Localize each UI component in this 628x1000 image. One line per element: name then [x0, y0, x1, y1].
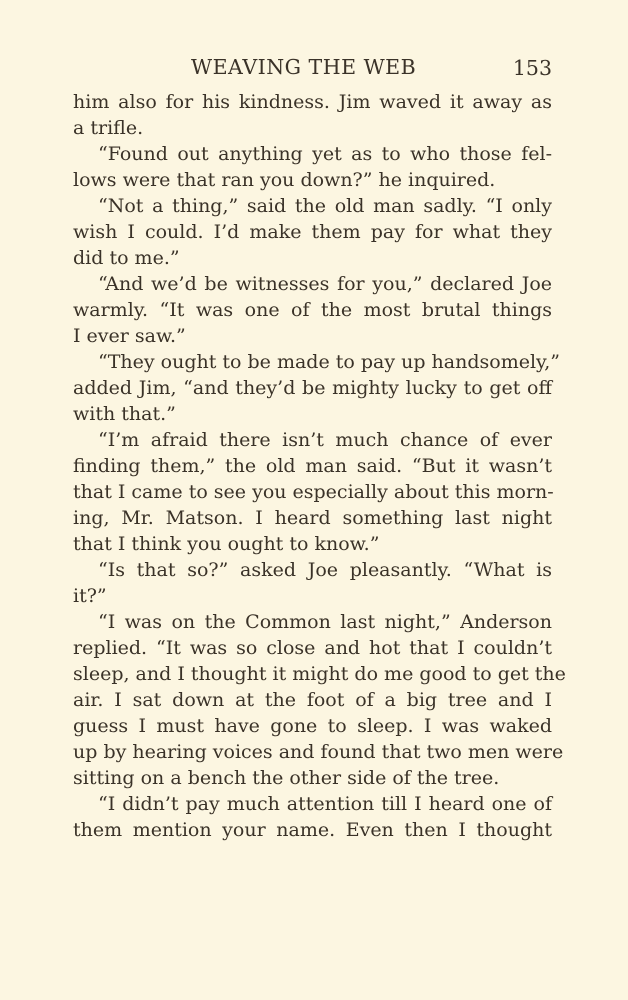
- text-line: them mention your name. Even then I thought: [73, 819, 552, 841]
- text-line: I ever saw.”: [73, 325, 186, 347]
- text-line: wish I could. I’d make them pay for what they: [73, 221, 552, 243]
- text-line: “Found out anything yet as to who those fel-: [98, 143, 552, 165]
- text-line: a trifle.: [73, 117, 144, 139]
- body-text: [73, 89, 566, 843]
- text-line: ing, Mr. Matson. I heard something last night: [73, 507, 552, 529]
- text-line: that I think you ought to know.”: [73, 533, 380, 555]
- text-line: “I’m afraid there isn’t much chance of ever: [98, 429, 552, 451]
- text-line: warmly. “It was one of the most brutal things: [73, 299, 552, 321]
- text-line: “Not a thing,” said the old man sadly. “I only: [98, 195, 552, 217]
- text-line: sitting on a bench the other side of the tree.: [73, 767, 500, 789]
- text-line: sleep, and I thought it might do me good to get the: [73, 663, 566, 685]
- text-line: guess I must have gone to sleep. I was waked: [73, 715, 552, 737]
- text-line: “I didn’t pay much attention till I heard one of: [98, 793, 552, 815]
- text-line: with that.”: [73, 403, 176, 425]
- text-line: did to me.”: [73, 247, 180, 269]
- text-line: “I was on the Common last night,” Anderson: [98, 611, 552, 633]
- text-line: “Is that so?” asked Joe pleasantly. “What is: [98, 559, 552, 581]
- text-line: replied. “It was so close and hot that I couldn’t: [73, 637, 552, 659]
- text-line: air. I sat down at the foot of a big tree and I: [73, 689, 552, 711]
- text-line: “They ought to be made to pay up handsomely,”: [98, 351, 561, 373]
- running-title: WEAVING THE WEB: [191, 55, 417, 79]
- page-number: 153: [512, 56, 552, 80]
- text-line: finding them,” the old man said. “But it wasn’t: [73, 455, 552, 477]
- text-line: up by hearing voices and found that two men were: [73, 741, 564, 763]
- text-line: added Jim, “and they’d be mighty lucky to get off: [73, 377, 552, 399]
- text-line: him also for his kindness. Jim waved it away as: [73, 91, 552, 113]
- text-line: lows were that ran you down?” he inquired.: [73, 169, 496, 191]
- text-line: that I came to see you especially about this morn-: [73, 481, 554, 503]
- text-line: it?”: [73, 585, 107, 607]
- text-line: “And we’d be witnesses for you,” declared Joe: [98, 273, 552, 295]
- running-head: [73, 54, 552, 80]
